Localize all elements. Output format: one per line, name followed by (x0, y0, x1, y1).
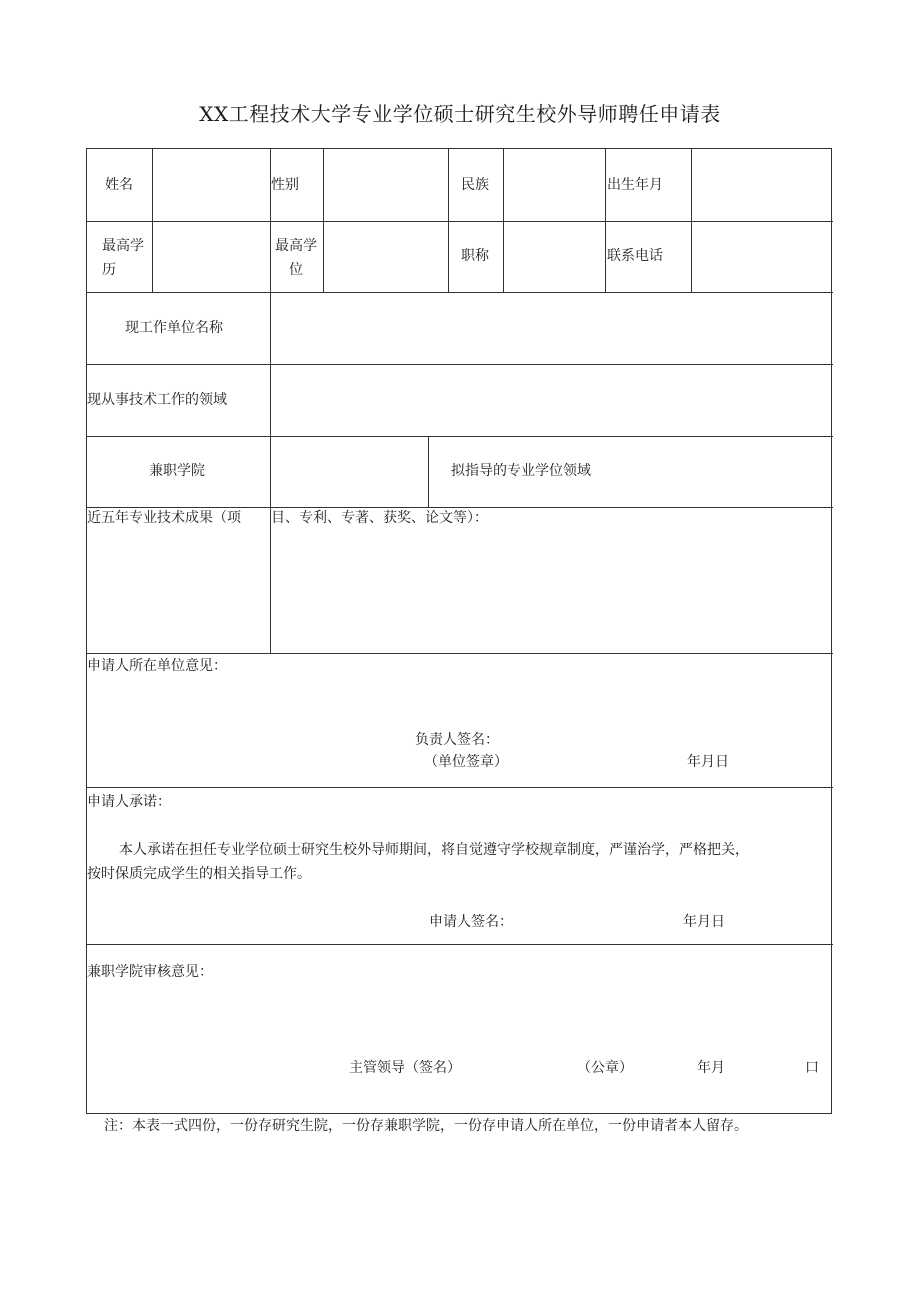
row-divider (87, 364, 833, 365)
application-form-table (86, 148, 832, 1114)
pledge-date-label: 年月日 (683, 914, 725, 930)
highest-education-label: 最高学 (102, 238, 144, 254)
name-label: 姓名 (105, 177, 133, 193)
highest-degree-label-cont: 位 (289, 262, 303, 278)
footnote: 注：本表一式四份，一份存研究生院，一份存兼职学院，一份存申请人所在单位，一份申请者本人留存。 (104, 1118, 748, 1134)
review-date-label: 年月 (697, 1060, 725, 1076)
row-divider (87, 787, 833, 788)
col-divider (428, 436, 429, 507)
row-divider (87, 944, 833, 945)
ethnicity-label: 民族 (461, 177, 489, 193)
unit-seal-label: （单位签章） (424, 754, 508, 770)
row-divider (87, 292, 833, 293)
employer-label: 现工作单位名称 (125, 320, 223, 336)
highest-education-label-cont: 历 (102, 262, 116, 278)
applicant-signature-label: 申请人签名： (429, 914, 513, 930)
achievements-label: 近五年专业技术成果（项 (87, 510, 241, 526)
tech-field-label: 现从事技术工作的领域 (87, 392, 227, 408)
checkbox-glyph: 口 (805, 1060, 819, 1076)
degree-field-label: 拟指导的专业学位领域 (451, 463, 591, 479)
col-divider (605, 149, 606, 292)
pledge-text-cont: 按时保质完成学生的相关指导工作。 (87, 866, 311, 882)
professional-title-label: 职称 (461, 248, 489, 264)
official-seal-label: （公章） (577, 1060, 633, 1076)
col-divider (323, 149, 324, 292)
responsible-signature-label: 负责人签名： (415, 732, 499, 748)
row-divider (87, 221, 833, 222)
form-title: XX工程技术大学专业学位硕士研究生校外导师聘任申请表 (199, 102, 721, 126)
row-divider (87, 653, 833, 654)
phone-label: 联系电话 (607, 248, 663, 264)
unit-opinion-label: 申请人所在单位意见： (87, 658, 227, 674)
leader-signature-label: 主管领导（签名） (349, 1060, 461, 1076)
college-review-label: 兼职学院审核意见： (87, 964, 213, 980)
col-divider (691, 149, 692, 292)
col-divider (503, 149, 504, 292)
birth-date-label: 出生年月 (607, 177, 663, 193)
achievements-label-cont: 目、专利、专著、获奖、论文等）： (271, 510, 488, 526)
pledge-label: 申请人承诺： (87, 794, 171, 810)
unit-date-label: 年月日 (687, 754, 729, 770)
row-divider (87, 436, 833, 437)
pledge-text: 本人承诺在担任专业学位硕士研究生校外导师期间，将自觉遵守学校规章制度，严谨治学，严格把关， (119, 842, 749, 858)
col-divider (448, 149, 449, 292)
part-time-college-label: 兼职学院 (149, 463, 205, 479)
col-divider (152, 149, 153, 292)
highest-degree-label: 最高学 (275, 238, 317, 254)
gender-label: 性别 (271, 177, 299, 193)
col-divider (270, 149, 271, 653)
